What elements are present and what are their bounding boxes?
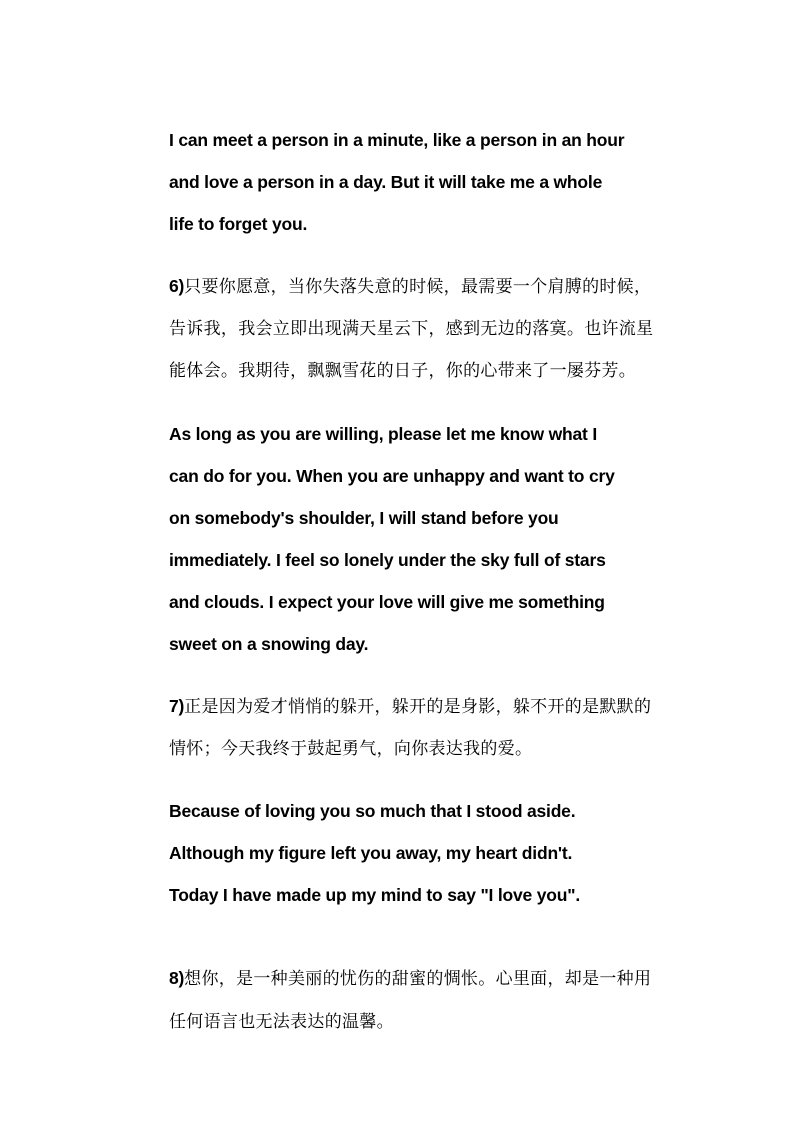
paragraph-7-en-line-1: Because of loving you so much that I stood aside. — [169, 801, 576, 821]
paragraph-6-cn-text-3: 能体会。我期待，飘飘雪花的日子，你的心带来了一屡芬芳。 — [169, 361, 637, 381]
paragraph-7-cn-line-1 — [169, 695, 651, 718]
paragraph-6-en-line-2: can do for you. When you are unhappy and want to cry — [169, 466, 615, 486]
paragraph-6-cn-line-3 — [169, 359, 636, 382]
paragraph-6-cn-text-2: 告诉我，我会立即出现满天星云下，感到无边的落寞。也许流星 — [169, 319, 654, 339]
paragraph-7-en-line-3: Today I have made up my mind to say "I love you". — [169, 885, 581, 905]
paragraph-5-en-line-3: life to forget you. — [169, 214, 308, 234]
paragraph-6-cn-text-1: 只要你愿意，当你失落失意的时候，最需要一个肩膊的时候， — [184, 277, 652, 297]
paragraph-7-en-line-2: Although my figure left you away, my heart didn't. — [169, 843, 573, 863]
paragraph-6-en-line-6: sweet on a snowing day. — [169, 634, 369, 654]
paragraph-6-cn-line-1 — [169, 275, 651, 298]
paragraph-7-number: 7) — [169, 696, 185, 716]
paragraph-6-en-line-4: immediately. I feel so lonely under the sky full of stars — [169, 550, 606, 570]
paragraph-7-cn-text-2: 情怀；今天我终于鼓起勇气，向你表达我的爱。 — [169, 739, 533, 759]
paragraph-8-cn-line-1 — [169, 967, 651, 990]
paragraph-6-cn-line-2 — [169, 317, 653, 340]
paragraph-5-en-line-1: I can meet a person in a minute, like a person in an hour — [169, 130, 625, 150]
paragraph-8-cn-line-2 — [169, 1010, 394, 1033]
paragraph-7-cn-text-1: 正是因为爱才悄悄的躲开，躲开的是身影，躲不开的是默默的 — [184, 697, 652, 717]
paragraph-8-cn-text-2: 任何语言也无法表达的温馨。 — [169, 1012, 394, 1032]
paragraph-8-cn-text-1: 想你，是一种美丽的忧伤的甜蜜的惆怅。心里面，却是一种用 — [184, 969, 652, 989]
paragraph-5-en-line-2: and love a person in a day. But it will take me a whole — [169, 172, 603, 192]
paragraph-6-en-line-3: on somebody's shoulder, I will stand before you — [169, 508, 559, 528]
paragraph-6-number: 6) — [169, 276, 185, 296]
paragraph-6-en-line-5: and clouds. I expect your love will give me something — [169, 592, 605, 612]
paragraph-8-number: 8) — [169, 968, 185, 988]
paragraph-6-en-line-1: As long as you are willing, please let me know what I — [169, 424, 597, 444]
paragraph-7-cn-line-2 — [169, 737, 532, 760]
